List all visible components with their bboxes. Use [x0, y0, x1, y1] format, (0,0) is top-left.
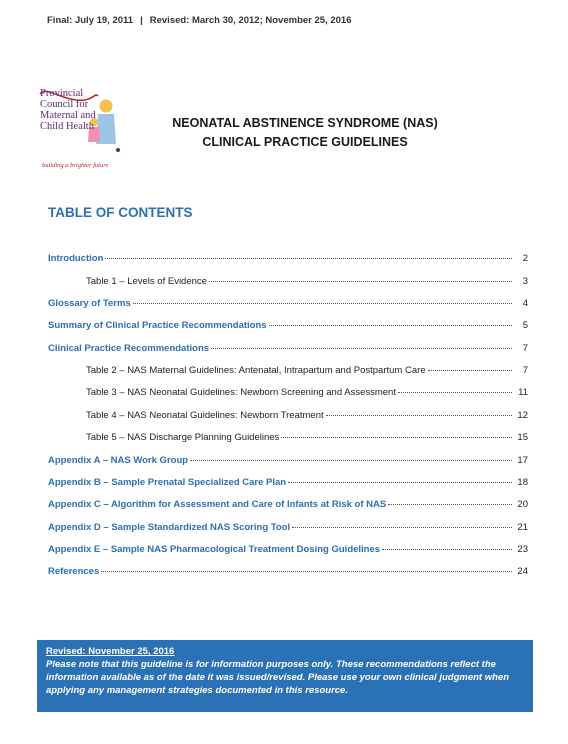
- header-separator: |: [140, 15, 143, 26]
- toc-entry-page: 21: [517, 522, 528, 533]
- toc-entry-page: 11: [518, 387, 528, 398]
- toc-entry-label[interactable]: Introduction: [48, 253, 104, 264]
- toc-entry-appendix-c[interactable]: [48, 495, 528, 509]
- dot-leader: [269, 314, 512, 326]
- toc-entry-label[interactable]: Table 3 – NAS Neonatal Guidelines: Newborn Screening and Assessment: [86, 387, 396, 398]
- toc-entry-page: 18: [517, 477, 528, 488]
- toc-entry-page: 24: [517, 566, 528, 577]
- toc-entry-table-1[interactable]: [86, 272, 528, 286]
- toc-entry-label[interactable]: Table 4 – NAS Neonatal Guidelines: Newborn Treatment: [86, 410, 324, 421]
- toc-entry-table-2[interactable]: [86, 361, 528, 375]
- toc-entry-page: 23: [517, 544, 528, 555]
- dot-leader: [398, 381, 512, 393]
- toc-entry-references[interactable]: [48, 562, 528, 576]
- dot-leader: [292, 516, 512, 528]
- toc-entry-introduction[interactable]: [48, 249, 528, 263]
- dot-leader: [281, 426, 512, 438]
- toc-entry-page: 2: [522, 253, 528, 264]
- toc-entry-label[interactable]: Glossary of Terms: [48, 298, 131, 309]
- toc-entry-table-5[interactable]: [86, 428, 528, 442]
- notice-body: Please note that this guideline is for information purposes only. These recommendations reflect the information available as of the date it was issued/revised. Please use your own clinical judgment when applying any management strategies documented in this resource.: [46, 659, 509, 696]
- toc-entry-label[interactable]: Summary of Clinical Practice Recommendations: [48, 320, 267, 331]
- logo-line-3: Maternal and: [40, 110, 96, 121]
- toc-entry-page: 20: [517, 499, 528, 510]
- toc-entry-label[interactable]: References: [48, 566, 100, 577]
- pcmch-logo: [36, 84, 136, 176]
- toc-entry-page: 4: [522, 298, 528, 309]
- document-header: [47, 15, 351, 26]
- toc-entry-page: 7: [522, 343, 528, 354]
- toc-entry-page: 12: [517, 410, 528, 421]
- toc-entry-clinical-recommendations[interactable]: [48, 339, 528, 353]
- document-title: [140, 114, 470, 152]
- toc-entry-label[interactable]: Table 1 – Levels of Evidence: [86, 276, 207, 287]
- dot-leader: [105, 247, 512, 259]
- toc-entry-page: 7: [522, 365, 528, 376]
- dot-leader: [388, 493, 512, 505]
- title-line-2: CLINICAL PRACTICE GUIDELINES: [202, 135, 408, 149]
- dot-leader: [288, 471, 512, 483]
- toc-entry-page: 5: [522, 320, 528, 331]
- dot-leader: [190, 449, 512, 461]
- notice-title: Revised: November 25, 2016: [46, 646, 175, 657]
- toc-entry-label[interactable]: Table 2 – NAS Maternal Guidelines: Antenatal, Intrapartum and Postpartum Care: [86, 365, 426, 376]
- logo-tagline: building a brighter future: [42, 162, 109, 169]
- dot-leader: [101, 560, 512, 572]
- toc-entry-label[interactable]: Table 5 – NAS Discharge Planning Guidelines: [86, 432, 280, 443]
- toc-entry-table-4[interactable]: [86, 406, 528, 420]
- toc-entry-label[interactable]: Appendix B – Sample Prenatal Specialized Care Plan: [48, 477, 287, 488]
- toc-heading: TABLE OF CONTENTS: [48, 205, 193, 220]
- revision-notice-box: [37, 640, 533, 712]
- dot-leader: [428, 359, 512, 371]
- logo-line-2: Council for: [40, 99, 89, 110]
- dot-leader: [211, 337, 512, 349]
- dot-leader: [133, 292, 512, 304]
- toc-entry-page: 15: [517, 432, 528, 443]
- toc-entry-label[interactable]: Appendix E – Sample NAS Pharmacological Treatment Dosing Guidelines: [48, 544, 381, 555]
- toc-entry-appendix-a[interactable]: [48, 451, 528, 465]
- logo-line-4: Child Health: [40, 121, 94, 132]
- toc-entry-label[interactable]: Appendix C – Algorithm for Assessment and Care of Infants at Risk of NAS: [48, 499, 387, 510]
- dot-leader: [326, 404, 512, 416]
- toc-entry-appendix-d[interactable]: [48, 518, 528, 532]
- dot-leader: [209, 270, 512, 282]
- toc-entry-appendix-e[interactable]: [48, 540, 528, 554]
- toc-entry-label[interactable]: Clinical Practice Recommendations: [48, 343, 210, 354]
- final-date: Final: July 19, 2011: [47, 15, 134, 26]
- toc-entry-glossary[interactable]: [48, 294, 528, 308]
- title-line-1: NEONATAL ABSTINENCE SYNDROME (NAS): [172, 116, 438, 130]
- toc-entry-label[interactable]: Appendix A – NAS Work Group: [48, 455, 189, 466]
- toc-entry-label[interactable]: Appendix D – Sample Standardized NAS Scoring Tool: [48, 522, 291, 533]
- toc-entry-page: 3: [522, 276, 528, 287]
- dot-leader: [382, 538, 512, 550]
- toc-entry-summary[interactable]: [48, 316, 528, 330]
- toc-entry-page: 17: [517, 455, 528, 466]
- toc-entry-appendix-b[interactable]: [48, 473, 528, 487]
- logo-line-1: Provincial: [40, 88, 84, 99]
- revised-dates: Revised: March 30, 2012; November 25, 2016: [149, 15, 352, 26]
- toc-entry-table-3[interactable]: [86, 383, 528, 397]
